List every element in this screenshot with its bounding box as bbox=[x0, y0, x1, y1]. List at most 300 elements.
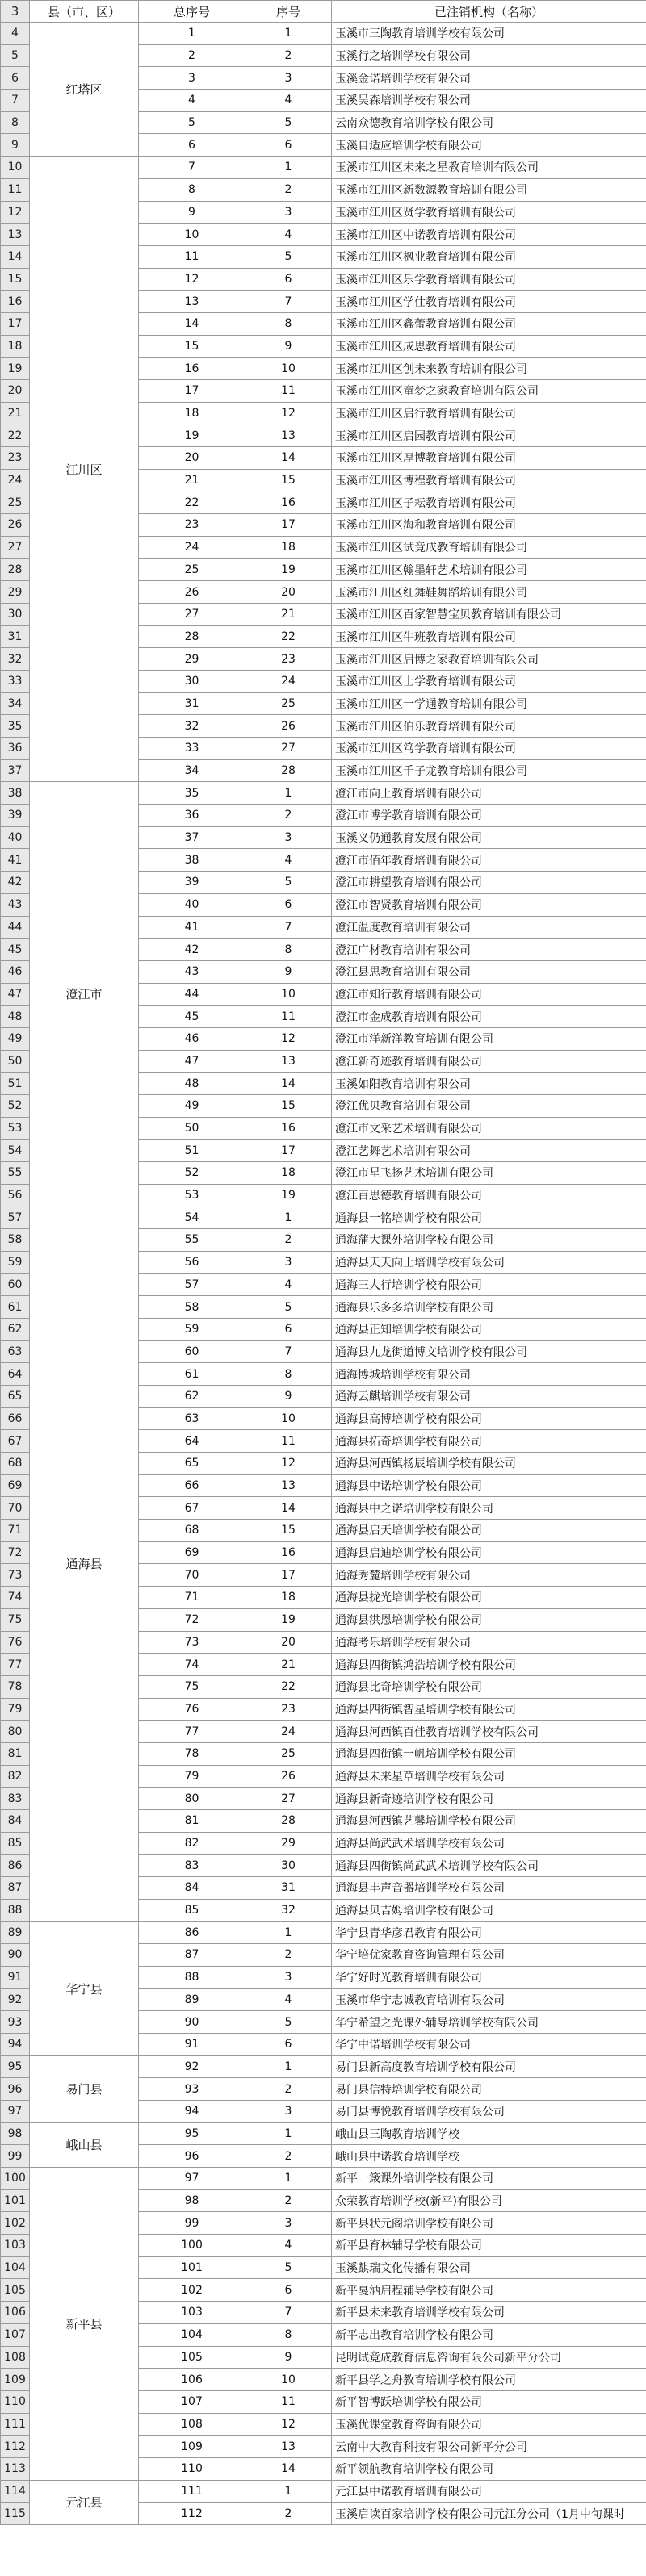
total-no-cell[interactable]: 26 bbox=[139, 581, 245, 604]
org-name-cell[interactable]: 澄江市金成教育培训有限公司 bbox=[332, 1006, 646, 1028]
row-number[interactable]: 62 bbox=[1, 1318, 30, 1340]
org-name-cell[interactable]: 澄江市佰年教育培训有限公司 bbox=[332, 849, 646, 872]
county-cell[interactable]: 易门县 bbox=[30, 2055, 139, 2122]
org-name-cell[interactable]: 玉溪市江川区翰墨轩艺术培训有限公司 bbox=[332, 558, 646, 581]
total-no-cell[interactable]: 101 bbox=[139, 2256, 245, 2279]
seq-no-cell[interactable]: 12 bbox=[245, 1453, 332, 1475]
seq-no-cell[interactable]: 15 bbox=[245, 1520, 332, 1542]
total-no-cell[interactable]: 10 bbox=[139, 224, 245, 246]
seq-no-cell[interactable]: 17 bbox=[245, 1564, 332, 1587]
row-number[interactable]: 54 bbox=[1, 1140, 30, 1162]
row-number[interactable]: 31 bbox=[1, 625, 30, 648]
total-no-cell[interactable]: 98 bbox=[139, 2189, 245, 2212]
row-number[interactable]: 41 bbox=[1, 849, 30, 872]
seq-no-cell[interactable]: 2 bbox=[245, 2189, 332, 2212]
total-no-cell[interactable]: 8 bbox=[139, 178, 245, 201]
seq-no-cell[interactable]: 14 bbox=[245, 1497, 332, 1520]
row-number[interactable]: 13 bbox=[1, 224, 30, 246]
row-number[interactable]: 12 bbox=[1, 201, 30, 224]
total-no-cell[interactable]: 28 bbox=[139, 625, 245, 648]
total-no-cell[interactable]: 72 bbox=[139, 1608, 245, 1631]
row-number[interactable]: 59 bbox=[1, 1251, 30, 1273]
seq-no-cell[interactable]: 22 bbox=[245, 1675, 332, 1698]
total-no-cell[interactable]: 99 bbox=[139, 2212, 245, 2235]
row-number[interactable]: 21 bbox=[1, 402, 30, 424]
org-name-cell[interactable]: 华宁好时光教育培训有限公司 bbox=[332, 1966, 646, 1988]
seq-no-cell[interactable]: 20 bbox=[245, 581, 332, 604]
org-name-cell[interactable]: 玉溪行之培训学校有限公司 bbox=[332, 44, 646, 67]
org-name-cell[interactable]: 玉溪市江川区一学通教育培训有限公司 bbox=[332, 692, 646, 715]
row-number[interactable]: 101 bbox=[1, 2189, 30, 2212]
seq-no-cell[interactable]: 25 bbox=[245, 1742, 332, 1765]
total-no-cell[interactable]: 78 bbox=[139, 1742, 245, 1765]
org-name-cell[interactable]: 玉溪市江川区中诺教育培训有限公司 bbox=[332, 224, 646, 246]
org-name-cell[interactable]: 通海县洪恩培训学校有限公司 bbox=[332, 1608, 646, 1631]
total-no-cell[interactable]: 15 bbox=[139, 335, 245, 358]
seq-no-cell[interactable]: 5 bbox=[245, 245, 332, 268]
seq-no-cell[interactable]: 5 bbox=[245, 2256, 332, 2279]
org-name-cell[interactable]: 通海县四街镇鸿浩培训学校有限公司 bbox=[332, 1654, 646, 1676]
org-name-cell[interactable]: 通海县正知培训学校有限公司 bbox=[332, 1318, 646, 1340]
seq-no-cell[interactable]: 4 bbox=[245, 2235, 332, 2257]
seq-no-cell[interactable]: 19 bbox=[245, 558, 332, 581]
org-name-cell[interactable]: 玉溪市江川区贤学教育培训有限公司 bbox=[332, 201, 646, 224]
total-no-cell[interactable]: 59 bbox=[139, 1318, 245, 1340]
seq-no-cell[interactable]: 2 bbox=[245, 805, 332, 827]
org-name-cell[interactable]: 通海县乐多多培训学校有限公司 bbox=[332, 1296, 646, 1319]
org-name-cell[interactable]: 众荣教育培训学校(新平)有限公司 bbox=[332, 2189, 646, 2212]
seq-no-cell[interactable]: 1 bbox=[245, 782, 332, 805]
row-number[interactable]: 14 bbox=[1, 245, 30, 268]
org-name-cell[interactable]: 云南中大教育科技有限公司新平分公司 bbox=[332, 2436, 646, 2458]
row-number[interactable]: 65 bbox=[1, 1385, 30, 1407]
seq-no-cell[interactable]: 5 bbox=[245, 872, 332, 894]
row-number[interactable]: 17 bbox=[1, 312, 30, 335]
row-number[interactable]: 75 bbox=[1, 1608, 30, 1631]
row-number[interactable]: 39 bbox=[1, 805, 30, 827]
row-number[interactable]: 28 bbox=[1, 558, 30, 581]
seq-no-cell[interactable]: 16 bbox=[245, 1541, 332, 1564]
seq-no-cell[interactable]: 4 bbox=[245, 1273, 332, 1296]
total-no-cell[interactable]: 61 bbox=[139, 1363, 245, 1386]
org-name-cell[interactable]: 玉溪市江川区创未来教育培训有限公司 bbox=[332, 358, 646, 380]
seq-no-cell[interactable]: 3 bbox=[245, 201, 332, 224]
org-name-cell[interactable]: 玉溪自适应培训学校有限公司 bbox=[332, 134, 646, 157]
org-name-cell[interactable]: 通海县天天向上培训学校有限公司 bbox=[332, 1251, 646, 1273]
total-no-cell[interactable]: 111 bbox=[139, 2480, 245, 2503]
total-no-cell[interactable]: 38 bbox=[139, 849, 245, 872]
row-number[interactable]: 91 bbox=[1, 1966, 30, 1988]
total-no-cell[interactable]: 57 bbox=[139, 1273, 245, 1296]
seq-no-cell[interactable]: 7 bbox=[245, 1340, 332, 1363]
total-no-cell[interactable]: 19 bbox=[139, 424, 245, 447]
org-name-cell[interactable]: 澄江广材教育培训有限公司 bbox=[332, 939, 646, 961]
total-no-cell[interactable]: 21 bbox=[139, 469, 245, 491]
row-number[interactable]: 73 bbox=[1, 1564, 30, 1587]
total-no-cell[interactable]: 31 bbox=[139, 692, 245, 715]
seq-no-cell[interactable]: 3 bbox=[245, 2212, 332, 2235]
org-name-cell[interactable]: 通海秀麓培训学校有限公司 bbox=[332, 1564, 646, 1587]
seq-no-cell[interactable]: 13 bbox=[245, 1050, 332, 1073]
org-name-cell[interactable]: 通海县未来星草培训学校有限公司 bbox=[332, 1765, 646, 1788]
row-number[interactable]: 64 bbox=[1, 1363, 30, 1386]
org-name-cell[interactable]: 通海考乐培训学校有限公司 bbox=[332, 1631, 646, 1654]
total-no-cell[interactable]: 17 bbox=[139, 380, 245, 403]
seq-no-cell[interactable]: 6 bbox=[245, 1318, 332, 1340]
org-name-cell[interactable]: 通海三人行培训学校有限公司 bbox=[332, 1273, 646, 1296]
seq-no-cell[interactable]: 9 bbox=[245, 2346, 332, 2369]
org-name-cell[interactable]: 玉溪市江川区厚博教育培训有限公司 bbox=[332, 447, 646, 470]
seq-no-cell[interactable]: 1 bbox=[245, 2480, 332, 2503]
seq-no-cell[interactable]: 15 bbox=[245, 469, 332, 491]
total-no-cell[interactable]: 53 bbox=[139, 1184, 245, 1206]
org-name-cell[interactable]: 通海县高博培训学校有限公司 bbox=[332, 1407, 646, 1430]
row-number[interactable]: 47 bbox=[1, 983, 30, 1006]
county-cell[interactable]: 元江县 bbox=[30, 2480, 139, 2524]
seq-no-cell[interactable]: 2 bbox=[245, 178, 332, 201]
total-no-cell[interactable]: 16 bbox=[139, 358, 245, 380]
total-no-cell[interactable]: 109 bbox=[139, 2436, 245, 2458]
org-name-cell[interactable]: 通海县尚武武术培训学校有限公司 bbox=[332, 1832, 646, 1855]
row-number[interactable]: 83 bbox=[1, 1788, 30, 1810]
row-number[interactable]: 108 bbox=[1, 2346, 30, 2369]
org-name-cell[interactable]: 通海县四街镇一帆培训学校有限公司 bbox=[332, 1742, 646, 1765]
seq-no-cell[interactable]: 12 bbox=[245, 2413, 332, 2436]
total-no-cell[interactable]: 22 bbox=[139, 491, 245, 514]
seq-no-cell[interactable]: 28 bbox=[245, 759, 332, 782]
org-name-cell[interactable]: 澄江市博学教育培训有限公司 bbox=[332, 805, 646, 827]
seq-no-cell[interactable]: 13 bbox=[245, 1474, 332, 1497]
org-name-cell[interactable]: 通海县河西镇百佳教育培训学校有限公司 bbox=[332, 1721, 646, 1743]
seq-no-cell[interactable]: 11 bbox=[245, 2390, 332, 2413]
org-name-cell[interactable]: 澄江市洋新洋教育培训有限公司 bbox=[332, 1027, 646, 1050]
row-number[interactable]: 87 bbox=[1, 1877, 30, 1900]
seq-no-cell[interactable]: 2 bbox=[245, 44, 332, 67]
seq-no-cell[interactable]: 10 bbox=[245, 2369, 332, 2391]
row-number[interactable]: 67 bbox=[1, 1430, 30, 1453]
total-no-cell[interactable]: 23 bbox=[139, 514, 245, 537]
row-number[interactable]: 57 bbox=[1, 1206, 30, 1229]
total-no-cell[interactable]: 35 bbox=[139, 782, 245, 805]
seq-no-cell[interactable]: 2 bbox=[245, 2145, 332, 2168]
seq-no-cell[interactable]: 3 bbox=[245, 1251, 332, 1273]
row-number[interactable]: 46 bbox=[1, 960, 30, 983]
org-name-cell[interactable]: 华宁希望之光课外辅导培训学校有限公司 bbox=[332, 2011, 646, 2034]
total-no-cell[interactable]: 63 bbox=[139, 1407, 245, 1430]
total-no-cell[interactable]: 51 bbox=[139, 1140, 245, 1162]
total-no-cell[interactable]: 97 bbox=[139, 2168, 245, 2190]
seq-no-cell[interactable]: 14 bbox=[245, 447, 332, 470]
org-name-cell[interactable]: 华宁中诺培训学校有限公司 bbox=[332, 2033, 646, 2055]
total-no-cell[interactable]: 95 bbox=[139, 2122, 245, 2145]
row-number[interactable]: 93 bbox=[1, 2011, 30, 2034]
row-number[interactable]: 115 bbox=[1, 2503, 30, 2525]
org-name-cell[interactable]: 澄江市向上教育培训有限公司 bbox=[332, 782, 646, 805]
org-name-cell[interactable]: 玉溪市江川区鑫蕾教育培训有限公司 bbox=[332, 312, 646, 335]
total-no-cell[interactable]: 32 bbox=[139, 715, 245, 738]
seq-no-cell[interactable]: 29 bbox=[245, 1832, 332, 1855]
org-name-cell[interactable]: 通海县河西镇杨辰培训学校有限公司 bbox=[332, 1453, 646, 1475]
total-no-cell[interactable]: 64 bbox=[139, 1430, 245, 1453]
total-no-cell[interactable]: 48 bbox=[139, 1073, 245, 1095]
total-no-cell[interactable]: 5 bbox=[139, 111, 245, 134]
total-no-cell[interactable]: 25 bbox=[139, 558, 245, 581]
seq-no-cell[interactable]: 7 bbox=[245, 2302, 332, 2324]
seq-no-cell[interactable]: 19 bbox=[245, 1184, 332, 1206]
org-name-cell[interactable]: 玉溪市江川区未来之星教育培训有限公司 bbox=[332, 157, 646, 179]
seq-no-cell[interactable]: 9 bbox=[245, 335, 332, 358]
org-name-cell[interactable]: 通海县启迪培训学校有限公司 bbox=[332, 1541, 646, 1564]
seq-no-cell[interactable]: 21 bbox=[245, 603, 332, 625]
row-number[interactable]: 51 bbox=[1, 1073, 30, 1095]
row-number[interactable]: 70 bbox=[1, 1497, 30, 1520]
org-name-cell[interactable]: 玉溪启读百家培训学校有限公司元江分公司（1月中旬课时 bbox=[332, 2503, 646, 2525]
seq-no-cell[interactable]: 14 bbox=[245, 2457, 332, 2480]
total-no-cell[interactable]: 82 bbox=[139, 1832, 245, 1855]
seq-no-cell[interactable]: 4 bbox=[245, 224, 332, 246]
row-number[interactable]: 68 bbox=[1, 1453, 30, 1475]
total-no-cell[interactable]: 34 bbox=[139, 759, 245, 782]
total-no-cell[interactable]: 4 bbox=[139, 90, 245, 112]
seq-no-cell[interactable]: 27 bbox=[245, 738, 332, 760]
row-number[interactable]: 60 bbox=[1, 1273, 30, 1296]
county-cell[interactable]: 峨山县 bbox=[30, 2122, 139, 2167]
org-name-cell[interactable]: 玉溪市江川区士学教育培训有限公司 bbox=[332, 670, 646, 692]
county-cell[interactable]: 澄江市 bbox=[30, 782, 139, 1206]
org-name-cell[interactable]: 玉溪市江川区红舞鞋舞蹈培训有限公司 bbox=[332, 581, 646, 604]
seq-no-cell[interactable]: 7 bbox=[245, 291, 332, 313]
seq-no-cell[interactable]: 19 bbox=[245, 1608, 332, 1631]
row-number[interactable]: 55 bbox=[1, 1162, 30, 1185]
seq-no-cell[interactable]: 24 bbox=[245, 670, 332, 692]
seq-no-cell[interactable]: 9 bbox=[245, 960, 332, 983]
org-name-cell[interactable]: 澄江百思德教育培训有限公司 bbox=[332, 1184, 646, 1206]
total-no-cell[interactable]: 42 bbox=[139, 939, 245, 961]
total-no-cell[interactable]: 1 bbox=[139, 23, 245, 45]
seq-no-cell[interactable]: 11 bbox=[245, 380, 332, 403]
seq-no-cell[interactable]: 12 bbox=[245, 402, 332, 424]
total-no-cell[interactable]: 55 bbox=[139, 1229, 245, 1252]
total-no-cell[interactable]: 76 bbox=[139, 1698, 245, 1721]
row-number[interactable]: 16 bbox=[1, 291, 30, 313]
seq-no-cell[interactable]: 16 bbox=[245, 491, 332, 514]
org-name-cell[interactable]: 玉溪市江川区百家智慧宝贝教育培训有限公司 bbox=[332, 603, 646, 625]
total-no-cell[interactable]: 105 bbox=[139, 2346, 245, 2369]
row-number[interactable]: 15 bbox=[1, 268, 30, 291]
total-no-cell[interactable]: 49 bbox=[139, 1095, 245, 1118]
row-number[interactable]: 4 bbox=[1, 23, 30, 45]
seq-no-cell[interactable]: 1 bbox=[245, 2168, 332, 2190]
row-number[interactable]: 43 bbox=[1, 893, 30, 916]
seq-no-cell[interactable]: 17 bbox=[245, 514, 332, 537]
total-no-cell[interactable]: 93 bbox=[139, 2078, 245, 2101]
row-number[interactable]: 9 bbox=[1, 134, 30, 157]
row-number[interactable]: 22 bbox=[1, 424, 30, 447]
total-no-cell[interactable]: 65 bbox=[139, 1453, 245, 1475]
seq-no-cell[interactable]: 6 bbox=[245, 893, 332, 916]
org-name-cell[interactable]: 澄江市文采艺术培训有限公司 bbox=[332, 1117, 646, 1140]
seq-no-cell[interactable]: 1 bbox=[245, 157, 332, 179]
total-no-cell[interactable]: 94 bbox=[139, 2100, 245, 2122]
org-name-cell[interactable]: 通海蒲大课外培训学校有限公司 bbox=[332, 1229, 646, 1252]
row-number[interactable]: 88 bbox=[1, 1899, 30, 1922]
total-no-cell[interactable]: 41 bbox=[139, 916, 245, 939]
row-number[interactable]: 56 bbox=[1, 1184, 30, 1206]
seq-no-cell[interactable]: 3 bbox=[245, 1966, 332, 1988]
org-name-cell[interactable]: 澄江市知行教育培训有限公司 bbox=[332, 983, 646, 1006]
org-name-cell[interactable]: 元江县中诺教育培训有限公司 bbox=[332, 2480, 646, 2503]
seq-no-cell[interactable]: 11 bbox=[245, 1430, 332, 1453]
seq-no-cell[interactable]: 27 bbox=[245, 1788, 332, 1810]
row-number[interactable]: 69 bbox=[1, 1474, 30, 1497]
seq-no-cell[interactable]: 6 bbox=[245, 2033, 332, 2055]
row-number[interactable]: 42 bbox=[1, 872, 30, 894]
row-number[interactable]: 48 bbox=[1, 1006, 30, 1028]
total-no-cell[interactable]: 30 bbox=[139, 670, 245, 692]
seq-no-cell[interactable]: 7 bbox=[245, 916, 332, 939]
row-number[interactable]: 32 bbox=[1, 648, 30, 671]
row-number[interactable]: 99 bbox=[1, 2145, 30, 2168]
seq-no-cell[interactable]: 25 bbox=[245, 692, 332, 715]
row-number[interactable]: 81 bbox=[1, 1742, 30, 1765]
org-name-cell[interactable]: 峨山县三陶教育培训学校 bbox=[332, 2122, 646, 2145]
seq-no-cell[interactable]: 1 bbox=[245, 1206, 332, 1229]
seq-no-cell[interactable]: 1 bbox=[245, 2055, 332, 2078]
total-no-cell[interactable]: 112 bbox=[139, 2503, 245, 2525]
seq-no-cell[interactable]: 9 bbox=[245, 1385, 332, 1407]
total-no-cell[interactable]: 92 bbox=[139, 2055, 245, 2078]
seq-no-cell[interactable]: 8 bbox=[245, 939, 332, 961]
org-name-cell[interactable]: 澄江市星飞扬艺术培训有限公司 bbox=[332, 1162, 646, 1185]
org-name-cell[interactable]: 澄江市智贤教育培训有限公司 bbox=[332, 893, 646, 916]
total-no-cell[interactable]: 2 bbox=[139, 44, 245, 67]
total-no-cell[interactable]: 108 bbox=[139, 2413, 245, 2436]
row-number[interactable]: 97 bbox=[1, 2100, 30, 2122]
row-number[interactable]: 79 bbox=[1, 1698, 30, 1721]
row-number[interactable]: 109 bbox=[1, 2369, 30, 2391]
org-name-cell[interactable]: 新平一箴课外培训学校有限公司 bbox=[332, 2168, 646, 2190]
org-name-cell[interactable]: 通海县四街镇尚武武术培训学校有限公司 bbox=[332, 1855, 646, 1877]
total-no-cell[interactable]: 54 bbox=[139, 1206, 245, 1229]
org-name-cell[interactable]: 通海县中之诺培训学校有限公司 bbox=[332, 1497, 646, 1520]
total-no-cell[interactable]: 83 bbox=[139, 1855, 245, 1877]
total-no-cell[interactable]: 69 bbox=[139, 1541, 245, 1564]
org-name-cell[interactable]: 易门县博悦教育培训学校有限公司 bbox=[332, 2100, 646, 2122]
total-no-cell[interactable]: 13 bbox=[139, 291, 245, 313]
org-name-cell[interactable]: 昆明试竟成教育信息咨询有限公司新平分公司 bbox=[332, 2346, 646, 2369]
seq-no-cell[interactable]: 10 bbox=[245, 1407, 332, 1430]
org-name-cell[interactable]: 通海县新奇迹培训学校有限公司 bbox=[332, 1788, 646, 1810]
org-name-cell[interactable]: 玉溪市江川区千子龙教育培训有限公司 bbox=[332, 759, 646, 782]
total-no-cell[interactable]: 77 bbox=[139, 1721, 245, 1743]
seq-no-cell[interactable]: 4 bbox=[245, 849, 332, 872]
seq-no-cell[interactable]: 21 bbox=[245, 1654, 332, 1676]
row-number[interactable]: 71 bbox=[1, 1520, 30, 1542]
total-no-cell[interactable]: 67 bbox=[139, 1497, 245, 1520]
seq-no-cell[interactable]: 8 bbox=[245, 312, 332, 335]
row-number[interactable]: 34 bbox=[1, 692, 30, 715]
total-no-cell[interactable]: 46 bbox=[139, 1027, 245, 1050]
total-no-cell[interactable]: 86 bbox=[139, 1922, 245, 1944]
seq-no-cell[interactable]: 24 bbox=[245, 1721, 332, 1743]
row-number[interactable]: 66 bbox=[1, 1407, 30, 1430]
row-number[interactable]: 74 bbox=[1, 1587, 30, 1609]
org-name-cell[interactable]: 玉溪市江川区童梦之家教育培训有限公司 bbox=[332, 380, 646, 403]
seq-no-cell[interactable]: 32 bbox=[245, 1899, 332, 1922]
seq-no-cell[interactable]: 3 bbox=[245, 2100, 332, 2122]
seq-no-cell[interactable]: 18 bbox=[245, 536, 332, 558]
org-name-cell[interactable]: 玉溪市江川区学仕教育培训有限公司 bbox=[332, 291, 646, 313]
seq-no-cell[interactable]: 4 bbox=[245, 90, 332, 112]
total-no-cell[interactable]: 88 bbox=[139, 1966, 245, 1988]
total-no-cell[interactable]: 50 bbox=[139, 1117, 245, 1140]
total-no-cell[interactable]: 12 bbox=[139, 268, 245, 291]
org-name-cell[interactable]: 玉溪市三陶教育培训学校有限公司 bbox=[332, 23, 646, 45]
county-cell[interactable]: 新平县 bbox=[30, 2168, 139, 2481]
total-no-cell[interactable]: 33 bbox=[139, 738, 245, 760]
org-name-cell[interactable]: 新平县未来教育培训学校有限公司 bbox=[332, 2302, 646, 2324]
row-number[interactable]: 63 bbox=[1, 1340, 30, 1363]
seq-no-cell[interactable]: 11 bbox=[245, 1006, 332, 1028]
row-number[interactable]: 96 bbox=[1, 2078, 30, 2101]
org-name-cell[interactable]: 通海县河西镇艺馨培训学校有限公司 bbox=[332, 1810, 646, 1833]
org-name-cell[interactable]: 玉溪市华宁志诚教育培训有限公司 bbox=[332, 1988, 646, 2011]
total-no-cell[interactable]: 100 bbox=[139, 2235, 245, 2257]
total-no-cell[interactable]: 20 bbox=[139, 447, 245, 470]
org-name-cell[interactable]: 通海云麒培训学校有限公司 bbox=[332, 1385, 646, 1407]
seq-no-cell[interactable]: 10 bbox=[245, 358, 332, 380]
seq-no-cell[interactable]: 2 bbox=[245, 1229, 332, 1252]
total-no-cell[interactable]: 84 bbox=[139, 1877, 245, 1900]
total-no-cell[interactable]: 71 bbox=[139, 1587, 245, 1609]
total-no-cell[interactable]: 24 bbox=[139, 536, 245, 558]
total-no-cell[interactable]: 85 bbox=[139, 1899, 245, 1922]
seq-no-cell[interactable]: 1 bbox=[245, 1922, 332, 1944]
row-number[interactable]: 90 bbox=[1, 1944, 30, 1967]
row-number[interactable]: 3 bbox=[1, 1, 30, 23]
row-number[interactable]: 113 bbox=[1, 2457, 30, 2480]
row-number[interactable]: 86 bbox=[1, 1855, 30, 1877]
row-number[interactable]: 111 bbox=[1, 2413, 30, 2436]
org-name-cell[interactable]: 玉溪麒瑞文化传播有限公司 bbox=[332, 2256, 646, 2279]
row-number[interactable]: 61 bbox=[1, 1296, 30, 1319]
org-name-cell[interactable]: 新平领航教育培训学校有限公司 bbox=[332, 2457, 646, 2480]
seq-no-cell[interactable]: 2 bbox=[245, 1944, 332, 1967]
seq-no-cell[interactable]: 22 bbox=[245, 625, 332, 648]
org-name-cell[interactable]: 易门县信特培训学校有限公司 bbox=[332, 2078, 646, 2101]
row-number[interactable]: 25 bbox=[1, 491, 30, 514]
row-number[interactable]: 7 bbox=[1, 90, 30, 112]
row-number[interactable]: 82 bbox=[1, 1765, 30, 1788]
total-no-cell[interactable]: 36 bbox=[139, 805, 245, 827]
row-number[interactable]: 53 bbox=[1, 1117, 30, 1140]
org-name-cell[interactable]: 澄江新奇迹教育培训有限公司 bbox=[332, 1050, 646, 1073]
total-no-cell[interactable]: 18 bbox=[139, 402, 245, 424]
seq-no-cell[interactable]: 23 bbox=[245, 1698, 332, 1721]
seq-no-cell[interactable]: 5 bbox=[245, 1296, 332, 1319]
total-no-cell[interactable]: 89 bbox=[139, 1988, 245, 2011]
total-no-cell[interactable]: 37 bbox=[139, 826, 245, 849]
seq-no-cell[interactable]: 5 bbox=[245, 2011, 332, 2034]
header-county[interactable]: 县（市、区） bbox=[30, 1, 139, 23]
org-name-cell[interactable]: 华宁县青华彦君教育有限公司 bbox=[332, 1922, 646, 1944]
row-number[interactable]: 112 bbox=[1, 2436, 30, 2458]
seq-no-cell[interactable]: 31 bbox=[245, 1877, 332, 1900]
total-no-cell[interactable]: 81 bbox=[139, 1810, 245, 1833]
total-no-cell[interactable]: 110 bbox=[139, 2457, 245, 2480]
row-number[interactable]: 33 bbox=[1, 670, 30, 692]
org-name-cell[interactable]: 通海县丰声音器培训学校有限公司 bbox=[332, 1877, 646, 1900]
